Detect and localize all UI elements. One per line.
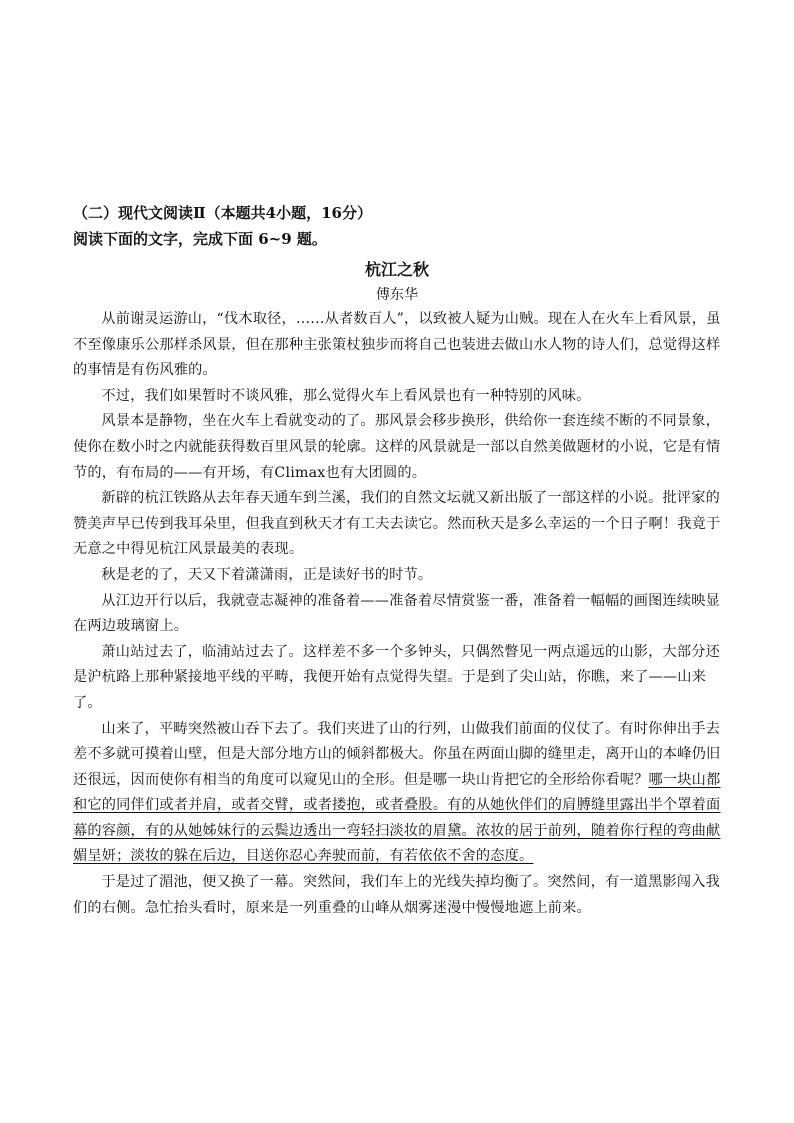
paragraph-6: 从江边开行以后，我就壹志凝神的准备着——准备着尽情赏鉴一番，准备着一幅幅的画图连续映显在两边玻璃窗上。 <box>73 592 721 635</box>
paragraph-8 <box>73 717 729 871</box>
paragraph-4: 新辟的杭江铁路从去年春天通车到兰溪，我们的自然文坛就又新出版了一部这样的小说。批评家的赞美声早已传到我耳朵里，但我直到秋天才有工夫去读它。然而秋天是多么幸运的一个日子啊！我竟于无意之中得见杭江风景最美的表现。 <box>73 490 721 558</box>
reading-instruction: 阅读下面的文字，完成下面 6~9 题。 <box>73 230 327 248</box>
article-title: 杭江之秋 <box>364 260 429 279</box>
article-author: 傅东华 <box>376 287 418 303</box>
paragraph-1: 从前谢灵运游山，“伐木取径，……从者数百人”，以致被人疑为山贼。现在人在火车上看风景，虽不至像康乐公那样杀风景，但在那种主张策杖独步而将自己也装进去做山水人物的诗人们，总觉得这样的事情是有伤风雅的。 <box>73 311 721 379</box>
paragraph-9: 于是过了湄池，便又换了一幕。突然间，我们车上的光线失掉均衡了。突然间，有一道黑影闯入我们的右侧。急忙抬头看时，原来是一列重叠的山峰从烟雾迷漫中慢慢地遮上前来。 <box>73 874 721 916</box>
article-body <box>73 307 729 921</box>
section-heading: （二）现代文阅读Ⅱ（本题共4小题，16分） <box>73 204 372 222</box>
paragraph-2: 不过，我们如果暂时不谈风雅，那么觉得火车上看风景也有一种特别的风味。 <box>101 387 591 404</box>
underlined-passage: 哪一块山都和它的同伴们或者并肩，或者交臂，或者搂抱，或者叠股。有的从她伙伴们的肩膊缝里露出半个罩着面幕的容颜，有的从她姊妹行的云鬓边透出一弯轻扫淡妆的眉黛。浓妆的居于前列，随着你行程的弯曲献媚呈妍；淡妆的躲在后边，目送你忍心奔驶而前，有若依依不舍的态度。 <box>73 771 721 865</box>
paragraph-8-text: 山来了，平畴突然被山吞下去了。我们夹进了山的行列，山做我们前面的仪仗了。有时你伸出手去差不多就可摸着山壁，但是大部分地方山的倾斜都极大。你虽在两面山脚的缝里走，离开山的本峰仍旧还很远，因而使你有相当的角度可以窥见山的全形。但是哪一块山肯把它的全形给你看呢？ <box>73 720 721 788</box>
paragraph-5: 秋是老的了，天又下着潇潇雨，正是读好书的时节。 <box>101 566 433 583</box>
paragraph-3: 风景本是静物，坐在火车上看就变动的了。那风景会移步换形，供给你一套连续不断的不同景象，使你在数小时之内就能获得数百里风景的轮廓。这样的风景就是一部以自然美做题材的小说，它是有情节的，有布局的——有开场，有Climax也有大团圆的。 <box>73 413 721 481</box>
paragraph-7: 萧山站过去了，临浦站过去了。这样差不多一个多钟头，只偶然瞥见一两点遥远的山影，大部分还是沪杭路上那种紧接地平线的平畴，我便开始有点觉得失望。于是到了尖山站，你瞧，来了——山来了。 <box>73 643 721 711</box>
